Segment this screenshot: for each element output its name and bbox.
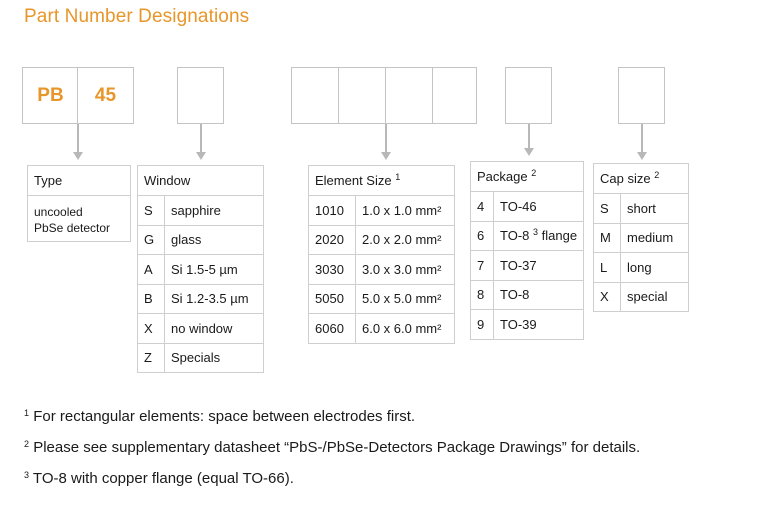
table-row — [594, 223, 689, 253]
table-row — [594, 253, 689, 283]
table-row — [309, 284, 455, 314]
table-row — [594, 194, 689, 224]
element-code: 6060 — [309, 314, 356, 344]
window-code: G — [138, 225, 165, 255]
table-row — [471, 221, 584, 251]
code-box-number: 45 — [77, 67, 134, 124]
table-row — [309, 314, 455, 344]
element-desc: 3.0 x 3.0 mm² — [356, 255, 455, 285]
code-box-prefix: PB — [22, 67, 79, 124]
package-desc — [494, 221, 584, 251]
cap-code: M — [594, 223, 621, 253]
footnote-mark: 3 — [24, 470, 30, 480]
window-code: S — [138, 196, 165, 226]
code-box-element-1 — [291, 67, 339, 124]
window-code: Z — [138, 343, 165, 373]
cap-size-header — [594, 164, 689, 194]
window-header: Window — [138, 166, 264, 196]
element-code: 2020 — [309, 225, 356, 255]
code-box-element-4 — [432, 67, 477, 124]
type-value-line2: PbSe detector — [34, 220, 111, 235]
package-header-text: Package — [477, 169, 528, 184]
connector-arrow-window — [196, 152, 206, 160]
code-box-window — [177, 67, 224, 124]
connector-arrow-package — [524, 148, 534, 156]
type-value — [28, 196, 131, 242]
table-row — [138, 196, 264, 226]
footnote-3 — [24, 470, 294, 487]
table-row — [594, 282, 689, 312]
window-code: B — [138, 284, 165, 314]
cap-code: X — [594, 282, 621, 312]
package-desc: TO-8 — [494, 280, 584, 310]
table-row — [309, 255, 455, 285]
package-code: 9 — [471, 310, 494, 340]
table-row — [471, 192, 584, 222]
code-box-cap — [618, 67, 665, 124]
window-desc: sapphire — [165, 196, 264, 226]
package-desc: TO-46 — [494, 192, 584, 222]
package-table — [470, 161, 584, 340]
window-desc: Si 1.5-5 µm — [165, 255, 264, 285]
connector-line-package — [528, 124, 530, 148]
cap-size-table — [593, 163, 689, 312]
cap-desc: short — [621, 194, 689, 224]
table-row — [309, 196, 455, 226]
element-desc: 6.0 x 6.0 mm² — [356, 314, 455, 344]
window-desc: no window — [165, 314, 264, 344]
table-row — [138, 225, 264, 255]
connector-line-cap — [641, 124, 643, 152]
cap-size-header-note: 2 — [654, 170, 660, 180]
table-row — [309, 225, 455, 255]
package-code: 6 — [471, 221, 494, 251]
element-desc: 5.0 x 5.0 mm² — [356, 284, 455, 314]
table-row — [471, 310, 584, 340]
package-desc-suffix: flange — [541, 228, 578, 244]
code-box-element-2 — [338, 67, 386, 124]
package-header-note: 2 — [531, 168, 537, 178]
window-desc: glass — [165, 225, 264, 255]
window-desc: Si 1.2-3.5 µm — [165, 284, 264, 314]
footnote-text: For rectangular elements: space between electrodes first. — [33, 408, 416, 425]
element-size-header-note: 1 — [395, 172, 401, 182]
connector-arrow-cap — [637, 152, 647, 160]
cap-desc: special — [621, 282, 689, 312]
cap-size-header-text: Cap size — [600, 171, 651, 186]
table-row — [138, 284, 264, 314]
cap-desc: medium — [621, 223, 689, 253]
element-size-table — [308, 165, 455, 344]
element-size-header — [309, 166, 455, 196]
package-desc-note: 3 — [533, 227, 539, 238]
connector-arrow-type — [73, 152, 83, 160]
cap-code: L — [594, 253, 621, 283]
table-row — [138, 343, 264, 373]
type-table — [27, 165, 131, 242]
cap-code: S — [594, 194, 621, 224]
package-desc: TO-37 — [494, 251, 584, 281]
package-desc: TO-39 — [494, 310, 584, 340]
package-code: 8 — [471, 280, 494, 310]
connector-line-type — [77, 124, 79, 152]
package-desc-main: TO-8 — [500, 228, 530, 244]
footnote-1 — [24, 408, 415, 425]
footnote-mark: 1 — [24, 408, 30, 418]
connector-line-window — [200, 124, 202, 152]
window-code: A — [138, 255, 165, 285]
element-code: 1010 — [309, 196, 356, 226]
page-title: Part Number Designations — [24, 6, 250, 27]
element-desc: 2.0 x 2.0 mm² — [356, 225, 455, 255]
element-size-header-text: Element Size — [315, 173, 392, 188]
package-header — [471, 162, 584, 192]
type-value-line1: uncooled — [34, 204, 83, 219]
table-row — [138, 314, 264, 344]
package-code: 7 — [471, 251, 494, 281]
table-row — [471, 251, 584, 281]
element-code: 3030 — [309, 255, 356, 285]
type-header: Type — [28, 166, 131, 196]
connector-line-element — [385, 124, 387, 152]
cap-desc: long — [621, 253, 689, 283]
window-desc: Specials — [165, 343, 264, 373]
footnote-mark: 2 — [24, 439, 30, 449]
package-code: 4 — [471, 192, 494, 222]
code-box-package — [505, 67, 552, 124]
window-code: X — [138, 314, 165, 344]
element-code: 5050 — [309, 284, 356, 314]
footnote-2 — [24, 439, 640, 456]
table-row — [138, 255, 264, 285]
connector-arrow-element — [381, 152, 391, 160]
footnote-text: Please see supplementary datasheet “PbS-/PbSe-Detectors Package Drawings” for details. — [33, 439, 641, 456]
element-desc: 1.0 x 1.0 mm² — [356, 196, 455, 226]
footnote-text: TO-8 with copper flange (equal TO-66). — [32, 470, 294, 487]
table-row — [471, 280, 584, 310]
window-table — [137, 165, 264, 373]
code-box-element-3 — [385, 67, 433, 124]
